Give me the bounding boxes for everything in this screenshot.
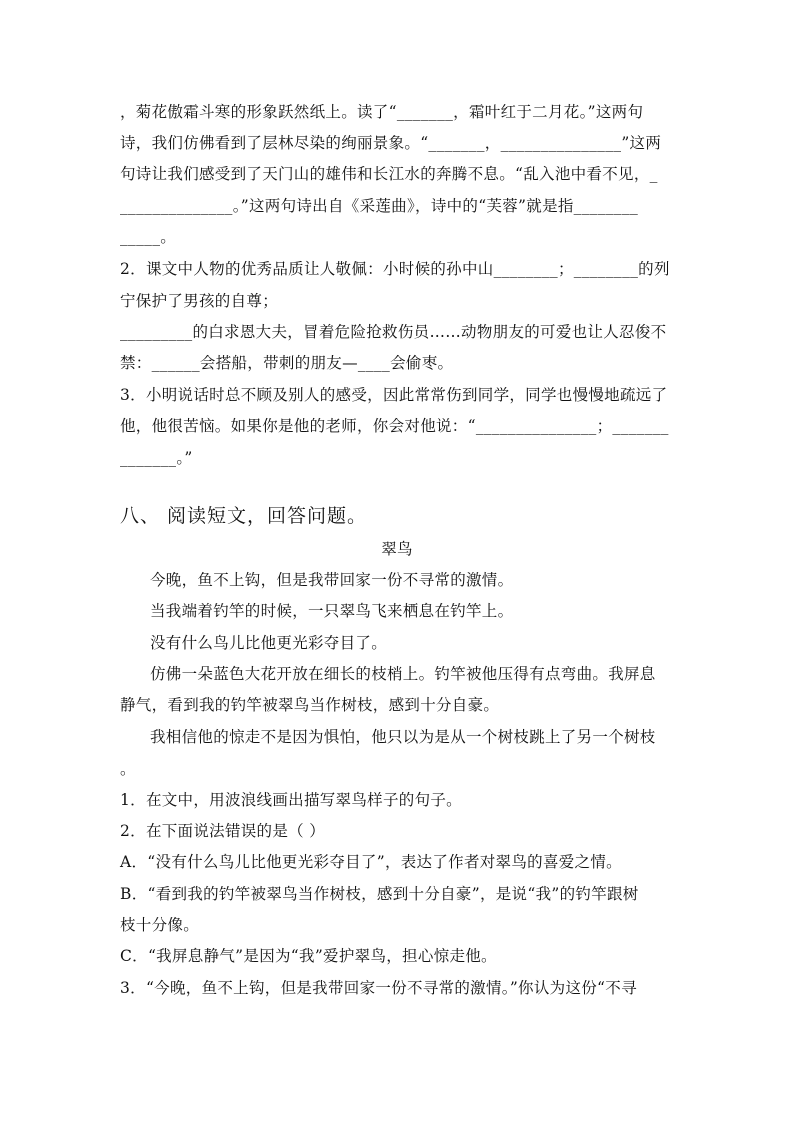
option-b-continued: 枝十分像。: [120, 916, 200, 934]
question-line: 3．“今晚，鱼不上钩，但是我带回家一份不寻常的激情。”你认为这份“不寻: [120, 979, 637, 997]
paragraph-line: 静气，看到我的钓竿被翠鸟当作树枝，感到十分自豪。: [120, 696, 500, 714]
text-line: _________的白求恩大夫，冒着危险抢救伤员……动物朋友的可爱也让人忍俊不: [120, 323, 667, 341]
paragraph-line: 。: [120, 760, 136, 778]
paragraph-line: 仿佛一朵蓝色大花开放在细长的枝梢上。钓竿被他压得有点弯曲。我屏息: [150, 665, 656, 683]
paragraph-line: 当我端着钓竿的时候，一只翠鸟飞来栖息在钓竿上。: [150, 602, 514, 620]
text-line: 他，他很苦恼。如果你是他的老师，你会对他说：“_______________；_______: [120, 417, 669, 435]
text-line: ______________。”这两句诗出自《采莲曲》，诗中的“芙蓉”就是指________: [120, 197, 639, 215]
paragraph-line: 没有什么鸟儿比他更光彩夺目了。: [150, 634, 388, 652]
text-line: ，菊花傲霜斗寒的形象跃然纸上。读了“_______，霜叶红于二月花。”这两句: [120, 103, 644, 121]
option-a: A．“没有什么鸟儿比他更光彩夺目了”，表达了作者对翠鸟的喜爱之情。: [120, 853, 622, 871]
option-b: B．“看到我的钓竿被翠鸟当作树枝，感到十分自豪”，是说“我”的钓竿跟树: [120, 885, 639, 903]
text-line: _____。: [120, 228, 177, 246]
section-heading: 八、 阅读短文，回答问题。: [120, 505, 368, 527]
option-c: C．“我屏息静气”是因为“我”爱护翠鸟，担心惊走他。: [120, 947, 497, 965]
paragraph-line: 我相信他的惊走不是因为惧怕，他只以为是从一个树枝跳上了另一个树枝: [150, 728, 656, 746]
text-line: 宁保护了男孩的自尊；: [120, 292, 279, 310]
text-line: 禁：______会搭船，带刺的朋友—____会偷枣。: [120, 354, 454, 372]
text-line: _______。”: [120, 449, 193, 467]
text-line: 诗，我们仿佛看到了层林尽染的绚丽景象。“_______，_______________”这两: [120, 134, 662, 152]
question-2: 2．课文中人物的优秀品质让人敬佩：小时候的孙中山________；________的列: [120, 260, 670, 278]
paragraph-line: 今晚，鱼不上钩，但是我带回家一份不寻常的激情。: [150, 571, 514, 589]
question-3: 3．小明说话时总不顾及别人的感受，因此常常伤到同学，同学也慢慢地疏远了: [120, 386, 668, 404]
text-line: 句诗让我们感受到了天门山的雄伟和长江水的奔腾不息。“乱入池中看不见，_: [120, 165, 658, 183]
story-title: 翠鸟: [381, 540, 413, 558]
question-line: 1．在文中，用波浪线画出描写翠鸟样子的句子。: [120, 791, 462, 809]
question-line: 2．在下面说法错误的是（ ）: [120, 822, 325, 840]
